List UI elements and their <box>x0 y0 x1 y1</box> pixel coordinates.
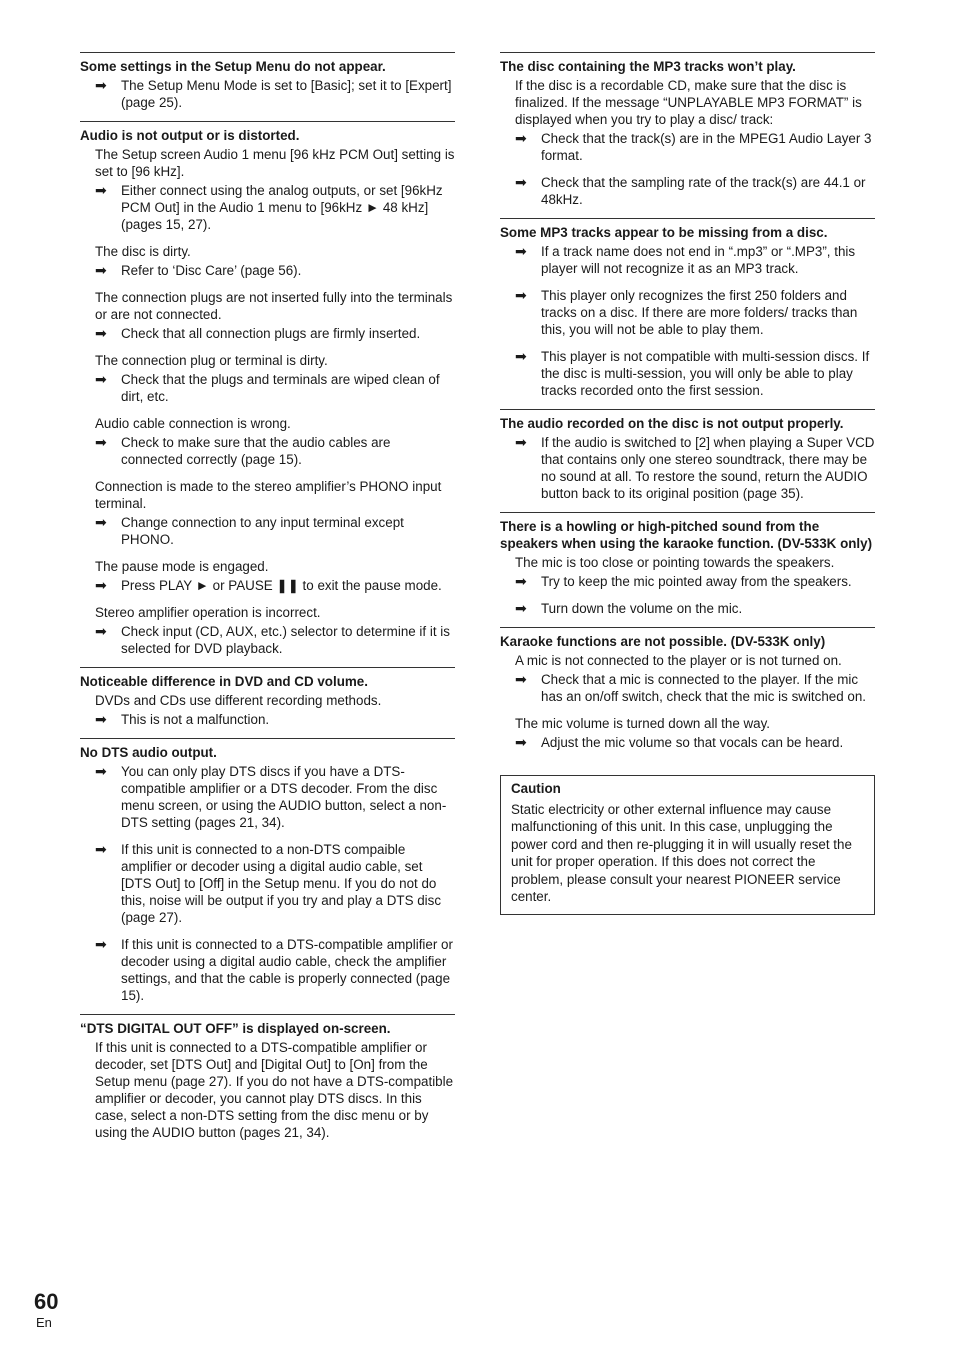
remedy-item <box>80 262 455 279</box>
arrow-right-icon: ➡ <box>95 577 107 593</box>
section-title: Some MP3 tracks appear to be missing from a disc. <box>500 225 828 240</box>
caution-title: Caution <box>511 781 561 796</box>
remedy-text: This player only recognizes the first 250 folders and tracks on a disc. If there are more folders/ tracks than this, you will not be able to play them. <box>541 288 858 337</box>
remedy-item <box>500 243 875 277</box>
troubleshooting-section <box>500 627 875 751</box>
arrow-right-icon: ➡ <box>515 671 527 687</box>
remedy-item <box>80 434 455 468</box>
remedy-item <box>80 711 455 728</box>
remedy-item <box>500 734 875 751</box>
troubleshooting-section <box>80 667 455 728</box>
remedy-item <box>80 77 455 111</box>
remedy-text: You can only play DTS discs if you have a DTS-compatible amplifier or a DTS decoder. From the disc menu screen, or using the AUDIO button, select a non-DTS setting (pages 21, 34). <box>121 764 447 830</box>
remedy-text: If this unit is connected to a non-DTS compaible amplifier or decoder using a digital audio cable, set [DTS Out] to [Off] in the Setup menu. If you do not do this, noise will be output if you try and play a DTS disc (page 27). <box>121 842 442 925</box>
cause-text: The connection plugs are not inserted fully into the terminals or are not connected. <box>95 290 453 322</box>
caution-body: Static electricity or other external influence may cause malfunctioning of this unit. In this case, unplugging the power cord and then re-plugging it in will usually reset the unit for proper operation. If this does not correct the problem, please consult your nearest PIONEER service center. <box>511 802 852 905</box>
cause-text: The Setup screen Audio 1 menu [96 kHz PCM Out] setting is set to [96 kHz]. <box>95 147 455 179</box>
arrow-right-icon: ➡ <box>515 243 527 259</box>
arrow-right-icon: ➡ <box>515 434 527 450</box>
arrow-right-icon: ➡ <box>95 936 107 952</box>
section-title: The disc containing the MP3 tracks won’t play. <box>500 59 796 74</box>
cause-text: If this unit is connected to a DTS-compatible amplifier or decoder, set [DTS Out] and [Digital Out] to [On] from the Setup menu (page 27). If you do not have a DTS-compatible amplifier or decoder, you cannot play DTS discs. In this case, select a non-DTS setting from the disc menu or by using the AUDIO button (pages 21, 34). <box>95 1040 454 1140</box>
remedy-item <box>500 130 875 164</box>
arrow-right-icon: ➡ <box>95 77 107 93</box>
cause-text: The pause mode is engaged. <box>95 559 269 574</box>
arrow-right-icon: ➡ <box>95 711 107 727</box>
remedy-item <box>500 671 875 705</box>
arrow-right-icon: ➡ <box>95 763 107 779</box>
arrow-right-icon: ➡ <box>515 600 527 616</box>
remedy-item <box>80 182 455 233</box>
remedy-text: Adjust the mic volume so that vocals can be heard. <box>541 735 844 750</box>
arrow-right-icon: ➡ <box>95 514 107 530</box>
troubleshooting-section <box>80 121 455 657</box>
troubleshooting-section <box>500 409 875 502</box>
right-sections <box>500 52 875 751</box>
cause-text: The disc is dirty. <box>95 244 191 259</box>
remedy-text: Press PLAY ► or PAUSE ❚❚ to exit the pause mode. <box>121 578 442 593</box>
troubleshooting-section <box>80 52 455 111</box>
arrow-right-icon: ➡ <box>515 287 527 303</box>
cause-text: The mic is too close or pointing towards the speakers. <box>515 555 835 570</box>
cause-text: If the disc is a recordable CD, make sure that the disc is finalized. If the message “UNPLAYABLE MP3 FORMAT” is displayed when you try to play a disc/ track: <box>515 78 862 127</box>
remedy-item <box>500 600 875 617</box>
remedy-text: Either connect using the analog outputs, or set [96kHz PCM Out] in the Audio 1 menu to [96kHz ► 48 kHz] (pages 15, 27). <box>121 183 443 232</box>
section-title: Some settings in the Setup Menu do not appear. <box>80 59 386 74</box>
troubleshooting-section <box>500 218 875 399</box>
remedy-text: Check that a mic is connected to the player. If the mic has an on/off switch, check that the mic is switched on. <box>541 672 867 704</box>
remedy-item <box>500 174 875 208</box>
arrow-right-icon: ➡ <box>95 623 107 639</box>
caution-box <box>500 775 875 915</box>
remedy-text: If the audio is switched to [2] when playing a Super VCD that contains only one stereo soundtrack, there may be no sound at all. To restore the sound, return the AUDIO button back to its original position (page 35). <box>541 435 875 501</box>
arrow-right-icon: ➡ <box>95 182 107 198</box>
remedy-item <box>500 434 875 502</box>
remedy-item <box>80 577 455 594</box>
arrow-right-icon: ➡ <box>95 262 107 278</box>
remedy-text: Check to make sure that the audio cables are connected correctly (page 15). <box>121 435 391 467</box>
arrow-right-icon: ➡ <box>95 325 107 341</box>
section-title: Noticeable difference in DVD and CD volume. <box>80 674 368 689</box>
arrow-right-icon: ➡ <box>515 130 527 146</box>
remedy-text: If a track name does not end in “.mp3” or “.MP3”, this player will not recognize it as an MP3 track. <box>541 244 856 276</box>
left-column <box>80 52 455 1151</box>
troubleshooting-section <box>500 512 875 617</box>
arrow-right-icon: ➡ <box>515 174 527 190</box>
remedy-text: Refer to ‘Disc Care’ (page 56). <box>121 263 302 278</box>
cause-text: A mic is not connected to the player or is not turned on. <box>515 653 842 668</box>
section-title: “DTS DIGITAL OUT OFF” is displayed on-screen. <box>80 1021 391 1036</box>
remedy-text: This player is not compatible with multi-session discs. If the disc is multi-session, you will only be able to play tracks recorded onto the first session. <box>541 349 870 398</box>
remedy-item <box>80 936 455 1004</box>
remedy-text: Check that the track(s) are in the MPEG1 Audio Layer 3 format. <box>541 131 872 163</box>
remedy-text: Check that the plugs and terminals are wiped clean of dirt, etc. <box>121 372 440 404</box>
cause-text: Connection is made to the stereo amplifier’s PHONO input terminal. <box>95 479 442 511</box>
section-title: No DTS audio output. <box>80 745 217 760</box>
cause-text: DVDs and CDs use different recording methods. <box>95 693 382 708</box>
remedy-item <box>80 325 455 342</box>
section-title: Karaoke functions are not possible. (DV-533K only) <box>500 634 826 649</box>
remedy-item <box>80 763 455 831</box>
remedy-text: If this unit is connected to a DTS-compatible amplifier or decoder using a digital audio cable, check the amplifier settings, and that the cable is properly connected (page 15). <box>121 937 453 1003</box>
arrow-right-icon: ➡ <box>515 348 527 364</box>
troubleshooting-section <box>500 52 875 208</box>
right-column <box>500 52 875 915</box>
cause-text: Stereo amplifier operation is incorrect. <box>95 605 321 620</box>
remedy-text: Turn down the volume on the mic. <box>541 601 743 616</box>
section-title: Audio is not output or is distorted. <box>80 128 300 143</box>
section-title: The audio recorded on the disc is not output properly. <box>500 416 844 431</box>
troubleshooting-section <box>80 1014 455 1141</box>
arrow-right-icon: ➡ <box>515 734 527 750</box>
cause-text: Audio cable connection is wrong. <box>95 416 291 431</box>
remedy-text: Check that all connection plugs are firmly inserted. <box>121 326 421 341</box>
remedy-text: This is not a malfunction. <box>121 712 270 727</box>
remedy-item <box>500 348 875 399</box>
remedy-text: Check input (CD, AUX, etc.) selector to determine if it is selected for DVD playback. <box>121 624 450 656</box>
troubleshooting-section <box>80 738 455 1004</box>
remedy-item <box>80 514 455 548</box>
remedy-text: Change connection to any input terminal except PHONO. <box>121 515 404 547</box>
remedy-item <box>500 573 875 590</box>
section-title: There is a howling or high-pitched sound from the speakers when using the karaoke function. (DV-533K only) <box>500 519 873 551</box>
page-language: En <box>36 1315 52 1330</box>
cause-text: The connection plug or terminal is dirty. <box>95 353 328 368</box>
cause-text: The mic volume is turned down all the way. <box>515 716 771 731</box>
remedy-item <box>80 841 455 926</box>
remedy-text: Try to keep the mic pointed away from the speakers. <box>541 574 852 589</box>
arrow-right-icon: ➡ <box>515 573 527 589</box>
arrow-right-icon: ➡ <box>95 841 107 857</box>
arrow-right-icon: ➡ <box>95 371 107 387</box>
page-number: 60 <box>34 1289 59 1314</box>
remedy-text: The Setup Menu Mode is set to [Basic]; set it to [Expert] (page 25). <box>121 78 452 110</box>
remedy-item <box>500 287 875 338</box>
remedy-item <box>80 623 455 657</box>
remedy-text: Check that the sampling rate of the track(s) are 44.1 or 48kHz. <box>541 175 866 207</box>
arrow-right-icon: ➡ <box>95 434 107 450</box>
remedy-item <box>80 371 455 405</box>
